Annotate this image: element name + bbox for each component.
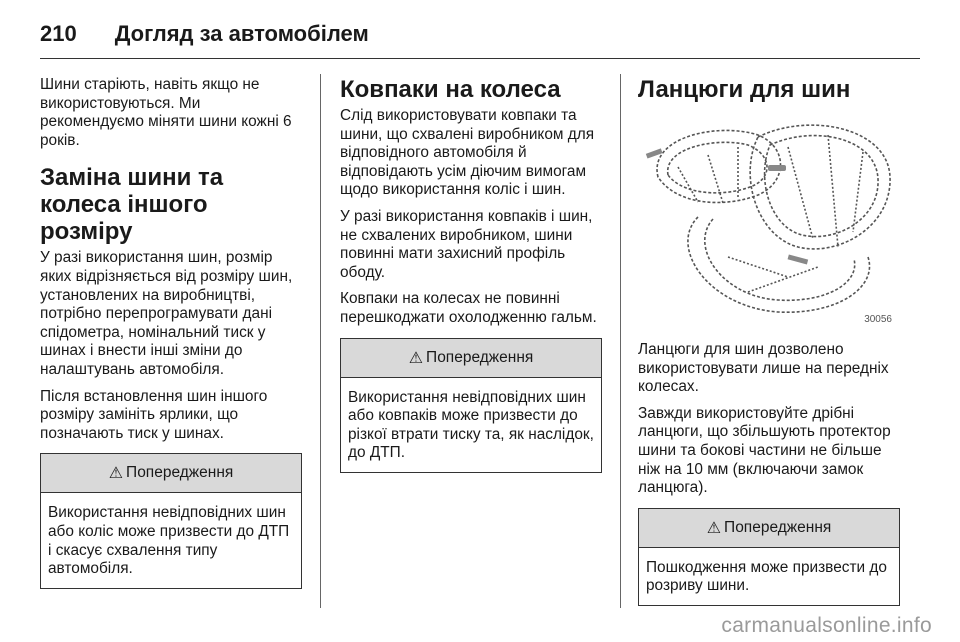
warning-text: Використання невідповідних шин або коліс може призвести до ДТП і скасує схвалення типу автомобіля. (48, 504, 290, 578)
paragraph: У разі використання ковпаків і шин, не схвалених виробником, шини повинні мати захисний профіль ободу. (340, 207, 593, 281)
intro-paragraph: Шини старіють, навіть якщо не використовуються. Ми рекомендуємо міняти шини кожні 6 років. (40, 76, 292, 149)
warning-header (639, 509, 899, 548)
paragraph: Ковпаки на колесах не повинні перешкоджати охолодженню гальм. (340, 290, 597, 326)
paragraph: Ланцюги для шин дозволено використовувати лише на передніх колесах. (638, 341, 889, 396)
watermark: carmanualsonline.info (721, 614, 932, 637)
warning-box (40, 453, 302, 588)
warning-triangle-icon: ⚠ (108, 465, 124, 483)
section-heading: Ланцюги для шин (638, 76, 851, 103)
figure-number: 30056 (864, 314, 892, 325)
section-heading: Заміна шини та колеса іншого розміру (40, 164, 224, 246)
page-number: 210 (40, 21, 77, 46)
page-header (40, 14, 369, 54)
warning-box (340, 338, 602, 473)
page-title: Догляд за автомобілем (114, 21, 369, 46)
tire-chain-illustration (638, 107, 900, 329)
tire-chains-drawing (638, 107, 900, 329)
section-heading: Ковпаки на колеса (340, 76, 561, 103)
warning-text: Використання невідповідних шин або ковпаків може призвести до різкої втрати тиску та, як наслідок, до ДТП. (348, 388, 594, 462)
header-rule (40, 58, 920, 59)
column-divider (620, 74, 621, 608)
warning-header (41, 454, 301, 493)
paragraph: Слід використовувати ковпаки та шини, що схвалені виробником для відповідного автомобіля й відповідають усім діючим вимогам щодо використання коліс і шин. (340, 107, 595, 199)
column-left (40, 76, 302, 589)
warning-triangle-icon: ⚠ (408, 349, 424, 367)
column-divider (320, 74, 321, 608)
column-middle (340, 76, 602, 473)
column-right (638, 76, 900, 606)
warning-title: Попередження (426, 348, 534, 366)
paragraph: Після встановлення шин іншого розміру замініть ярлики, що позначають тиск у шинах. (40, 387, 268, 442)
warning-title: Попередження (724, 518, 832, 536)
warning-title: Попередження (126, 464, 234, 482)
paragraph: Завжди використовуйте дрібні ланцюги, що збільшують протектор шини та бокові частини не більше ніж на 10 мм (включаючи замок ланцюга). (638, 404, 891, 497)
warning-header (341, 339, 601, 378)
warning-box (638, 508, 900, 606)
paragraph: У разі використання шин, розмір яких відрізняється від розміру шин, установлених на виробництві, потрібно перепрограмувати дані спідометра, номінальний тиск у шинах і внести інші зміни до налаштувань автомобіля. (40, 249, 293, 378)
warning-text: Пошкодження може призвести до розриву шини. (646, 558, 887, 595)
warning-triangle-icon: ⚠ (706, 519, 722, 537)
